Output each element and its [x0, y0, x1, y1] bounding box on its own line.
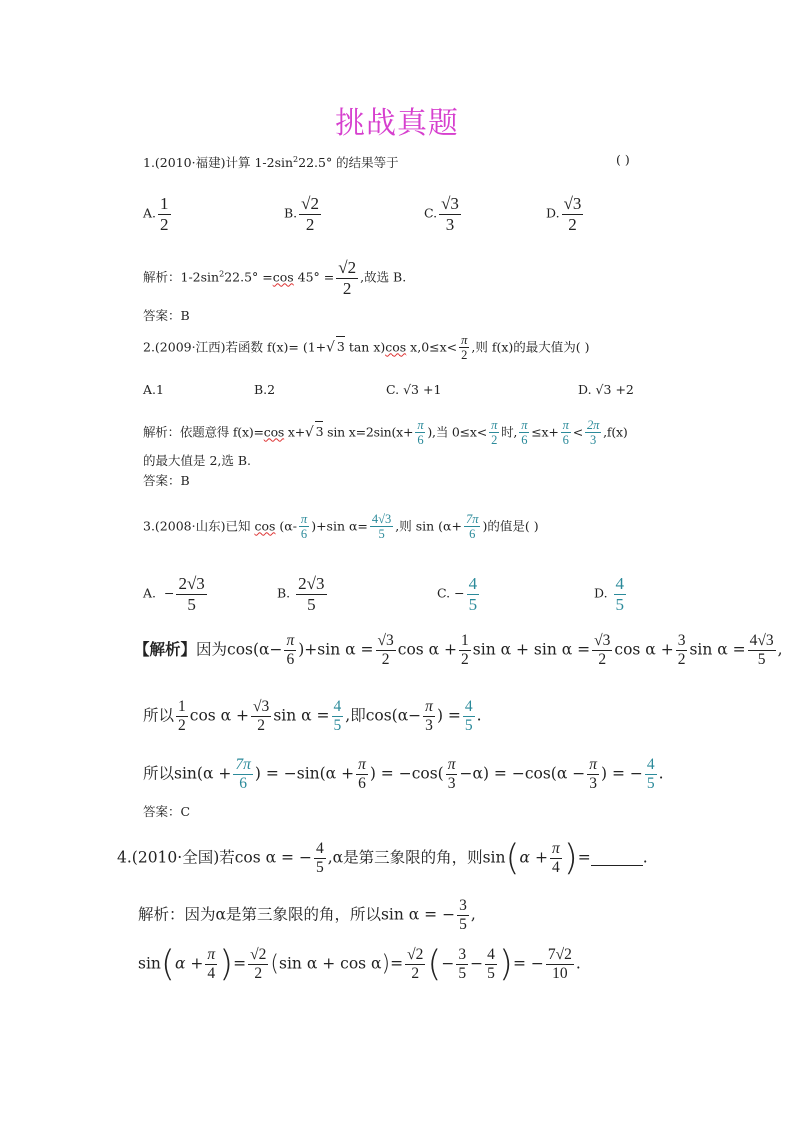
q2-analysis-line1: 解析：依题意得 f(x)=cos x+√ 3 sin x=2sin(x+ $\frac{\pi}{6}$ ),当 0≤x< $\frac{\pi}{2}$ 时, $\frac{\pi}{6}$ ≤x+ $\frac{\pi}{6}$ < $\frac{2\pi}{3}$ ,f(x) — [143, 418, 628, 448]
q2-option-a: A.1 — [143, 382, 164, 397]
q1-option-b: B. $\frac{√2}{2}$ — [284, 194, 320, 234]
q2-analysis-line2: 的最大值是 2,选 B. — [143, 453, 252, 468]
q2-option-d: D. √3 +2 — [578, 382, 634, 397]
q4-answer-blank — [591, 851, 643, 866]
q2-stem: 2.(2009·江西)若函数 f(x)= (1+√ 3 tan x)cos x,0≤x< $\frac{\pi}{2}$ ,则 f(x)的最大值为( ) — [143, 333, 590, 363]
q2-option-c: C. √3 +1 — [386, 382, 442, 397]
q1-option-d: D. $\frac{√3}{2}$ — [546, 194, 582, 234]
q1-option-a: A. $\frac{1}{2}$ — [143, 194, 169, 234]
q3-answer: 答案：C — [143, 804, 191, 819]
q1-stem: 1.(2010·福建)计算 $1-2\sin^222.5^\circ$ 的结果等于 — [143, 155, 399, 171]
q1-option-c: C. $\frac{√3}{3}$ — [424, 194, 459, 234]
q4-stem: 4.(2010·全国)若cos α = − $\frac{4}{5}$ ,α是第三象限的角，则sin(α + $\frac{\pi}{4}$ )= . — [117, 837, 648, 879]
q4-solution-line1: 解析：因为α是第三象限的角，所以sin α = − $\frac{3}{5}$ , — [138, 897, 476, 933]
q3-option-d: D. $\frac{4}{5}$ — [594, 574, 625, 614]
page-title: 挑战真题 — [335, 106, 459, 141]
q1-analysis: 解析：$1-2\sin^222.5^\circ =\cos$ 45° = $\frac{√2}{2}$ ,故选 B. — [143, 258, 407, 298]
q3-option-b: B. $\frac{2√3}{5}$ — [277, 574, 325, 614]
q1-answer: 答案：B — [143, 308, 190, 323]
q2-answer: 答案：B — [143, 473, 190, 488]
q1-answer-paren: ( ) — [616, 152, 630, 167]
q3-option-c: C. − $\frac{4}{5}$ — [437, 574, 478, 614]
q4-solution-line2: sin(α + $\frac{\pi}{4}$ )= $\frac{√2}{2}$ (sin α + cos α)= $\frac{√2}{2}$ (− $\frac{3}{5}$ − $\frac{4}{5}$ )= − $\frac{7√2}{10}$ . — [138, 943, 581, 985]
q3-solution-line3: 所以sin(α + $\frac{7\pi}{6}$ ) = −sin(α + $\frac{\pi}{6}$ ) = −cos( $\frac{\pi}{3}$ −α) = −cos(α − $\frac{\pi}{3}$ ) = − $\frac{4}{5}$ . — [143, 756, 664, 792]
q2-option-b: B.2 — [254, 382, 276, 397]
q3-option-a: A. − $\frac{2√3}{5}$ — [143, 574, 205, 614]
q3-solution-line2: 所以 $\frac{1}{2}$ cos α + $\frac{√3}{2}$ sin α = $\frac{4}{5}$ ,即cos(α− $\frac{\pi}{3}$ ) = $\frac{4}{5}$ . — [143, 698, 482, 734]
q3-solution-line1: 【解析】因为cos(α− $\frac{\pi}{6}$ )+sin α = $\frac{√3}{2}$ cos α + $\frac{1}{2}$ sin α + sin α = $\frac{√3}{2}$ cos α + $\frac{3}{2}$ sin α = $\frac{4√3}{5}$ , — [134, 632, 783, 668]
q3-stem: 3.(2008·山东)已知 cos (α- $\frac{\pi}{6}$ )+sin α= $\frac{4√3}{5}$ ,则 sin (α+ $\frac{7\pi}{6}$ )的值是( ) — [143, 512, 539, 542]
